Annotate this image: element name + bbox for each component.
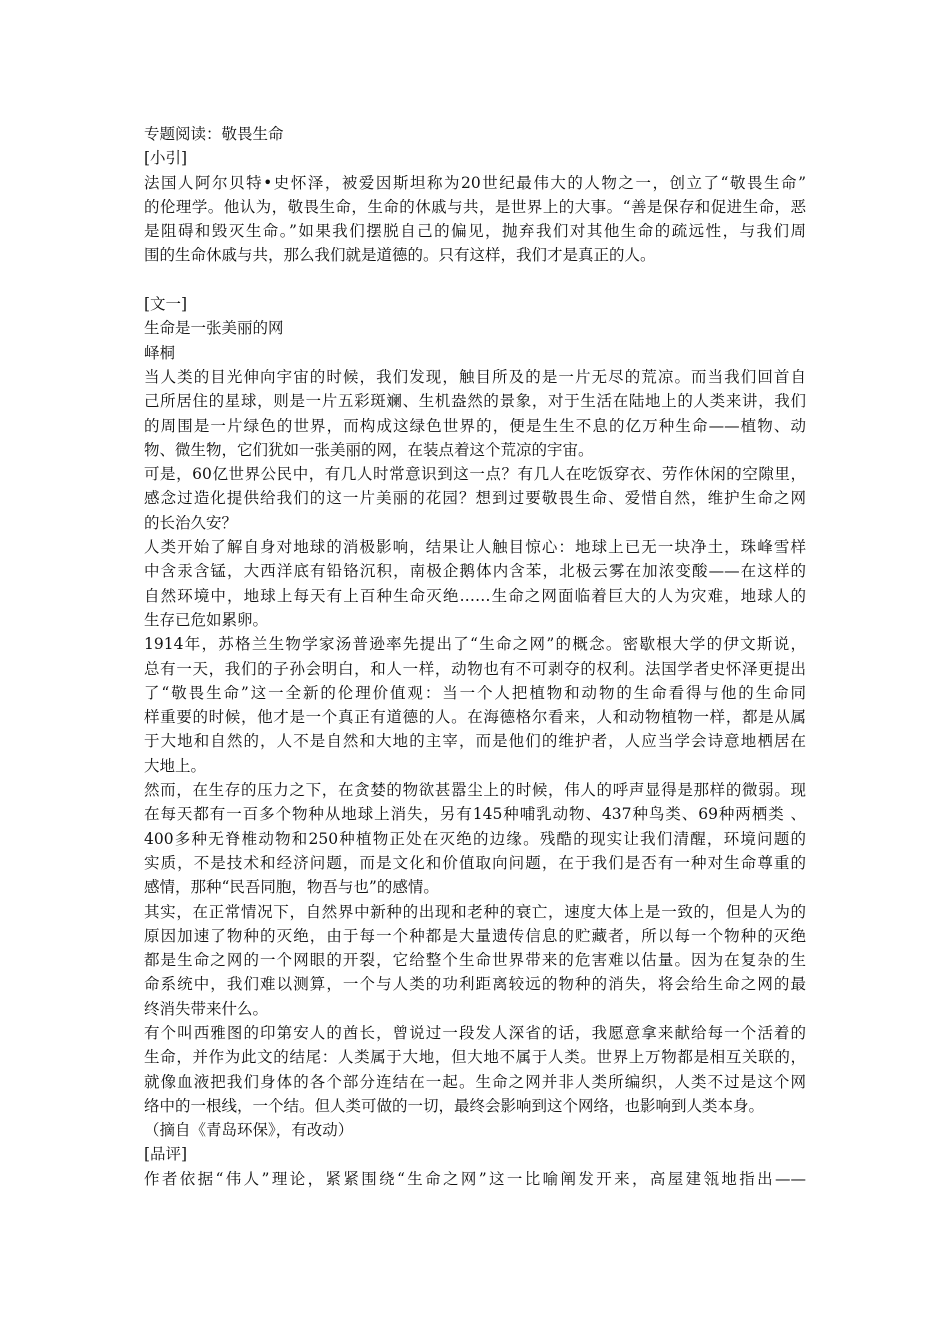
body-line: 己所居住的星球，则是一片五彩斑斓、生机盎然的景象，对于生活在陆地上的人类来讲，我们 [144, 392, 806, 411]
body-line: 生命，并作为此文的结尾：人类属于大地，但大地不属于人类。世界上万物都是相互关联的， [144, 1048, 806, 1067]
body-line: 当人类的目光伸向宇宙的时候，我们发现，触目所及的是一片无尽的荒凉。而当我们回首自 [144, 367, 806, 386]
body-paragraph-5 [144, 778, 806, 899]
body-paragraph-3 [144, 535, 806, 632]
body-paragraph-1 [144, 365, 806, 462]
review-line: 作者依据“伟人”理论，紧紧围绕“生命之网”这一比喻阐发开来，高屋建瓴地指出—— [144, 1169, 806, 1188]
body-line: 中含汞含锰，大西洋底有铅铬沉积，南极企鹅体内含苯，北极云雾在加浓变酸——在这样的 [144, 562, 806, 581]
body-line: 的周围是一片绿色的世界，而构成这绿色世界的，便是生生不息的亿万种生命——植物、动 [144, 416, 806, 435]
body-line: 都是生命之网的一个网眼的开裂，它给整个生命世界带来的危害难以估量。因为在复杂的生 [144, 951, 806, 970]
body-line: 的长治久安？ [144, 513, 238, 532]
body-line: 总有一天，我们的子孙会明白，和人一样，动物也有不可剥夺的权利。法国学者史怀泽更提出 [144, 659, 806, 678]
article-title: 生命是一张美丽的网 [144, 319, 284, 338]
body-line: 样重要的时候，他才是一个真正有道德的人。在海德格尔看来，人和动物植物一样，都是从属 [144, 708, 806, 727]
intro-tag: [小引] [144, 149, 188, 168]
document-page [144, 122, 806, 1191]
body-line: 物、微生物，它们犹如一张美丽的网，在装点着这个荒凉的宇宙。 [144, 440, 594, 459]
body-line: 了“敬畏生命”这一全新的伦理价值观：当一个人把植物和动物的生命看得与他的生命同 [144, 683, 806, 702]
body-line: 自然环境中，地球上每天有上百种生命灭绝……生命之网面临着巨大的人为灾难，地球人的 [144, 586, 806, 605]
body-line: 络中的一根线，一个结。但人类可做的一切，最终会影响到这个网络，也影响到人类本身。 [144, 1096, 765, 1115]
body-paragraph-4 [144, 632, 806, 778]
body-line: 可是，60亿世界公民中，有几人时常意识到这一点？有几人在吃饭穿衣、劳作休闲的空隙里， [144, 465, 806, 484]
body-line: 400多种无脊椎动物和250种植物正处在灭绝的边缘。残酷的现实让我们清醒，环境问题的 [144, 829, 806, 848]
body-paragraph-2 [144, 462, 806, 535]
body-line: 就像血液把我们身体的各个部分连结在一起。生命之网并非人类所编织，人类不过是这个网 [144, 1072, 806, 1091]
body-line: 1914年，苏格兰生物学家汤普逊率先提出了“生命之网”的概念。密歇根大学的伊文斯说， [144, 635, 806, 654]
review-tag: [品评] [144, 1145, 188, 1164]
body-line: 实质，不是技术和经济问题，而是文化和价值取向问题，在于我们是否有一种对生命尊重的 [144, 853, 806, 872]
source-note: （摘自《青岛环保》，有改动） [144, 1121, 354, 1140]
intro-line: 法国人阿尔贝特•史怀泽，被爱因斯坦称为20世纪最伟大的人物之一，创立了“敬畏生命” [144, 173, 806, 192]
body-line: 感念过造化提供给我们的这一片美丽的花园？想到过要敬畏生命、爱惜自然，维护生命之网 [144, 489, 806, 508]
body-line: 然而，在生存的压力之下，在贪婪的物欲甚嚣尘上的时候，伟人的呼声显得是那样的微弱。现 [144, 781, 806, 800]
body-line: 命系统中，我们难以测算，一个与人类的功利距离较远的物种的消失，将会给生命之网的最 [144, 975, 806, 994]
body-line: 感情，那种“民吾同胞，物吾与也”的感情。 [144, 878, 439, 897]
intro-line: 围的生命休戚与共，那么我们就是道德的。只有这样，我们才是真正的人。 [144, 246, 656, 265]
body-line: 生存已危如累卵。 [144, 610, 269, 629]
body-paragraph-6 [144, 900, 806, 1021]
body-line: 人类开始了解自身对地球的消极影响，结果让人触目惊心：地球上已无一块净土，珠峰雪样 [144, 538, 806, 557]
intro-line: 是阻碍和毁灭生命。”如果我们摆脱自己的偏见，抛弃我们对其他生命的疏远性，与我们周 [144, 222, 806, 241]
doc-title: 专题阅读：敬畏生命 [144, 125, 284, 143]
body-line: 有个叫西雅图的印第安人的酋长，曾说过一段发人深省的话，我愿意拿来献给每一个活着的 [144, 1023, 806, 1042]
body-line: 大地上。 [144, 756, 207, 775]
body-line: 原因加速了物种的灭绝，由于每一个种都是大量遗传信息的贮藏者，所以每一个物种的灭绝 [144, 926, 806, 945]
intro-line: 的伦理学。他认为，敬畏生命，生命的休戚与共，是世界上的大事。“善是保存和促进生命，恶 [144, 197, 806, 216]
intro-paragraph [144, 171, 806, 268]
body-line: 终消失带来什么。 [144, 999, 269, 1018]
article-tag: [文一] [144, 295, 188, 314]
body-line: 于大地和自然的，人不是自然和大地的主宰，而是他们的维护者，人应当学会诗意地栖居在 [144, 732, 806, 751]
body-line: 其实，在正常情况下，自然界中新种的出现和老种的衰亡，速度大体上是一致的，但是人为的 [144, 902, 806, 921]
spacer [144, 268, 806, 292]
body-paragraph-7 [144, 1021, 806, 1118]
body-line: 在每天都有一百多个物种从地球上消失，另有145种哺乳动物、437种鸟类、69种两栖类 、 [144, 805, 806, 824]
article-author: 峄桐 [144, 343, 176, 362]
